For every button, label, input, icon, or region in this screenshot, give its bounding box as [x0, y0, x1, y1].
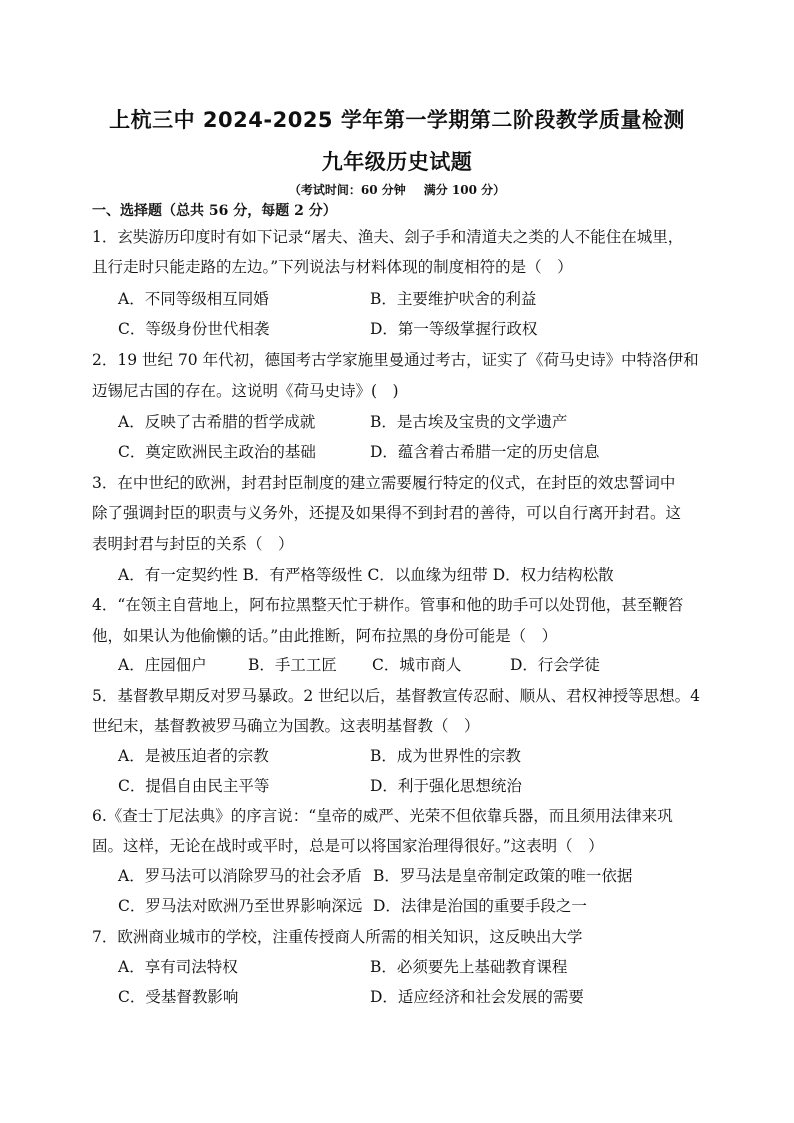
question-text-line: 6.《查士丁尼法典》的序言说：“皇帝的威严、光荣不但依靠兵器，而且须用法律来巩: [92, 807, 673, 825]
question-text-line: 他，如果认为他偷懒的话。”由此推断，阿布拉黑的身份可能是（ ）: [92, 627, 558, 645]
option-b: B．主要维护吠舍的利益: [370, 290, 537, 308]
question-text-line: 世纪末，基督教被罗马确立为国教。这表明基督教（ ）: [92, 717, 480, 735]
option-d: D．第一等级掌握行政权: [370, 320, 538, 338]
exam-subtitle: 九年级历史试题: [321, 150, 473, 174]
option-a: A．反映了古希腊的哲学成就: [118, 413, 316, 431]
full-score: 满分 100 分）: [423, 183, 506, 197]
option-a: A．庄园佃户: [118, 656, 207, 674]
option-b: B．罗马法是皇帝制定政策的唯一依据: [373, 867, 633, 885]
exam-time: （考试时间：60 分钟: [288, 183, 406, 197]
question-text-line: 3．在中世纪的欧洲，封君封臣制度的建立需要履行特定的仪式，在封臣的效忠誓词中: [92, 474, 676, 492]
question-text-line: 且行走时只能走路的左边。”下列说法与材料体现的制度相符的是（ ）: [92, 258, 573, 276]
option-a: A．罗马法可以消除罗马的社会矛盾: [118, 867, 362, 885]
exam-title: 上杭三中 2024-2025 学年第一学期第二阶段教学质量检测: [109, 108, 685, 132]
option-a: A．享有司法特权: [118, 958, 238, 976]
option-c: C．城市商人: [372, 656, 462, 674]
option-c: C．等级身份世代相袭: [118, 320, 270, 338]
question-text-line: 7．欧洲商业城市的学校，注重传授商人所需的相关知识，这反映出大学: [92, 928, 583, 946]
option-b: B．手工工匠: [248, 656, 337, 674]
option-a: A．不同等级相互同婚: [118, 290, 269, 308]
option-c: C．受基督教影响: [118, 988, 239, 1006]
option-d: D．蕴含着古希腊一定的历史信息: [370, 443, 600, 461]
question-text-line: 4．“在领主自营地上，阿布拉黑整天忙于耕作。管事和他的助手可以处罚他，甚至鞭笞: [92, 596, 684, 614]
option-d: D．适应经济和社会发展的需要: [370, 988, 584, 1006]
question-text-line: 固。这样，无论在战时或平时，总是可以将国家治理得很好。”这表明（ ）: [92, 837, 604, 855]
option-b: B．成为世界性的宗教: [370, 747, 521, 765]
option-c: C．罗马法对欧洲乃至世界影响深远: [118, 897, 363, 915]
option-c: C．奠定欧洲民主政治的基础: [118, 443, 316, 461]
option-d: D．利于强化思想统治: [370, 777, 522, 795]
option-a: A．是被压迫者的宗教: [118, 747, 269, 765]
option-d: D．法律是治国的重要手段之一: [373, 897, 587, 915]
question-text-line: 2．19 世纪 70 年代初，德国考古学家施里曼通过考古，证实了《荷马史诗》中特洛伊和: [92, 351, 699, 369]
question-text-line: 1．玄奘游历印度时有如下记录“屠夫、渔夫、刽子手和清道夫之类的人不能住在城里，: [92, 228, 684, 246]
option-b: B．是古埃及宝贵的文学遗产: [370, 413, 568, 431]
option-b: B．必须要先上基础教育课程: [370, 958, 568, 976]
section-heading: 一、选择题（总共 56 分，每题 2 分）: [92, 203, 337, 219]
option-d: D．行会学徒: [510, 656, 600, 674]
question-text-line: 迈锡尼古国的存在。这说明《荷马史诗》( ): [92, 382, 399, 400]
question-text-line: 表明封君与封臣的关系（ ）: [92, 535, 294, 553]
question-text-line: 5．基督教早期反对罗马暴政。2 世纪以后，基督教宣传忍耐、顺从、君权神授等思想。4: [92, 687, 701, 705]
option-c: C．提倡自由民主平等: [118, 777, 270, 795]
exam-info: [0, 181, 794, 198]
options-inline: A．有一定契约性 B．有严格等级性 C．以血缘为纽带 D．权力结构松散: [118, 566, 614, 584]
question-text-line: 除了强调封臣的职责与义务外，还提及如果得不到封君的善待，可以自行离开封君。这: [92, 504, 682, 522]
